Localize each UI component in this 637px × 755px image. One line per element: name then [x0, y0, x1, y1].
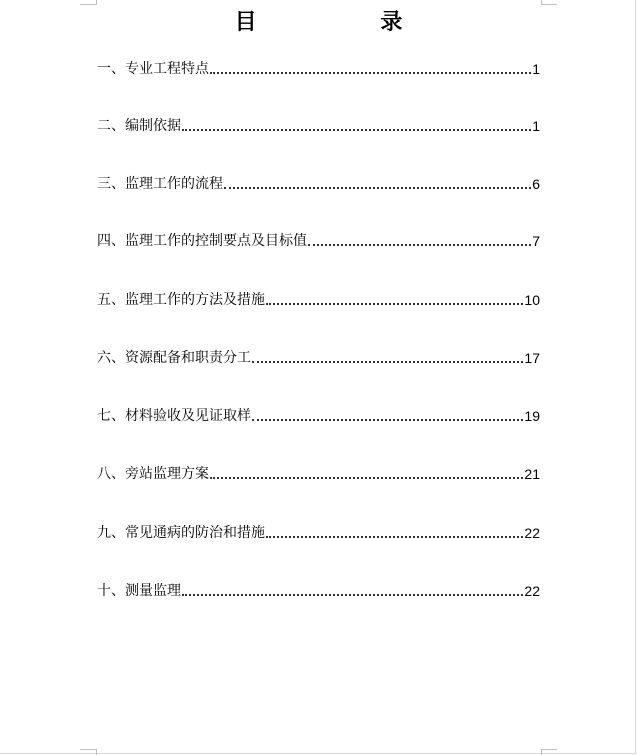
toc-entry-label: 五、监理工作的方法及措施	[97, 292, 265, 308]
crop-mark-bottom-right	[541, 749, 557, 750]
toc-entry-label: 三、监理工作的流程	[97, 176, 223, 192]
crop-mark-bottom-left	[80, 749, 96, 750]
crop-mark-top-left	[96, 0, 97, 5]
crop-mark-top-right	[541, 4, 557, 5]
toc-dot-leader	[252, 361, 523, 363]
toc-entry-label: 六、资源配备和职责分工	[97, 350, 251, 366]
toc-dot-leader	[224, 187, 531, 189]
toc-entry[interactable]	[97, 230, 540, 252]
toc-entry-page: 22	[524, 583, 540, 599]
toc-entry-page: 7	[532, 233, 540, 249]
toc-entry[interactable]	[97, 173, 540, 195]
toc-entry-label: 四、监理工作的控制要点及目标值	[97, 233, 307, 249]
toc-entry-label: 八、旁站监理方案	[97, 466, 209, 482]
toc-entry-label: 二、编制依据	[97, 118, 181, 134]
toc-dot-leader	[182, 594, 523, 596]
toc-title: 目 录	[234, 10, 461, 35]
toc-entry-page: 10	[524, 292, 540, 308]
toc-entry[interactable]	[97, 58, 540, 80]
toc-entry[interactable]	[97, 522, 540, 544]
toc-entry-page: 17	[524, 350, 540, 366]
toc-entry-label: 一、专业工程特点	[97, 61, 209, 77]
toc-entry[interactable]	[97, 580, 540, 602]
toc-dot-leader	[252, 419, 523, 421]
toc-entry[interactable]	[97, 463, 540, 485]
toc-entry-page: 6	[532, 176, 540, 192]
toc-entry[interactable]	[97, 289, 540, 311]
toc-dot-leader	[210, 477, 523, 479]
toc-dot-leader	[210, 72, 531, 74]
toc-entry-label: 七、材料验收及见证取样	[97, 408, 251, 424]
toc-entry-label: 十、测量监理	[97, 583, 181, 599]
toc-entry-page: 21	[524, 466, 540, 482]
toc-entry-page: 1	[532, 118, 540, 134]
crop-mark-top-left	[80, 4, 96, 5]
toc-entry-label: 九、常见通病的防治和措施	[97, 525, 265, 541]
crop-mark-bottom-right	[541, 749, 542, 755]
toc-dot-leader	[266, 536, 523, 538]
crop-mark-bottom-left	[96, 749, 97, 755]
toc-entry[interactable]	[97, 405, 540, 427]
toc-dot-leader	[308, 244, 531, 246]
toc-entry[interactable]	[97, 347, 540, 369]
toc-entry[interactable]	[97, 115, 540, 137]
crop-mark-top-right	[541, 0, 542, 5]
toc-dot-leader	[182, 129, 531, 131]
toc-entry-page: 19	[524, 408, 540, 424]
toc-entry-page: 22	[524, 525, 540, 541]
toc-dot-leader	[266, 303, 523, 305]
toc-entry-page: 1	[532, 61, 540, 77]
